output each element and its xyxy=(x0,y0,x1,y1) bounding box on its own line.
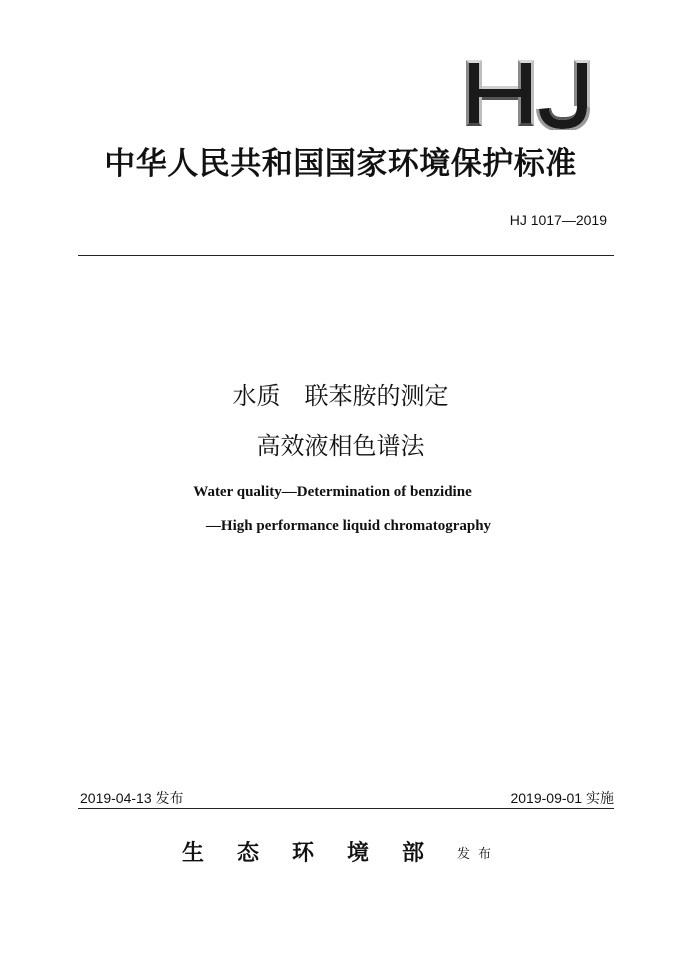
title-cn-line2: 高效液相色谱法 xyxy=(256,432,425,460)
publisher xyxy=(0,838,681,872)
organization-title: 中华人民共和国国家环境保护标准 xyxy=(104,146,577,182)
publisher-suffix: 发布 xyxy=(457,847,500,862)
publisher-name: 生态环境部 xyxy=(181,840,457,866)
title-en-line2: —High performance liquid chromatography xyxy=(205,518,492,534)
title-cn-line1: 水质 联苯胺的测定 xyxy=(232,382,449,410)
top-divider xyxy=(78,255,614,256)
bottom-divider xyxy=(78,808,614,809)
issue-date: 2019-04-13 发布 xyxy=(80,790,184,806)
standard-code: HJ 1017—2019 xyxy=(509,212,607,228)
implementation-date: 2019-09-01 实施 xyxy=(510,790,614,806)
hj-logo-icon xyxy=(462,56,602,130)
title-en-line1: Water quality—Determination of benzidine xyxy=(193,484,472,500)
